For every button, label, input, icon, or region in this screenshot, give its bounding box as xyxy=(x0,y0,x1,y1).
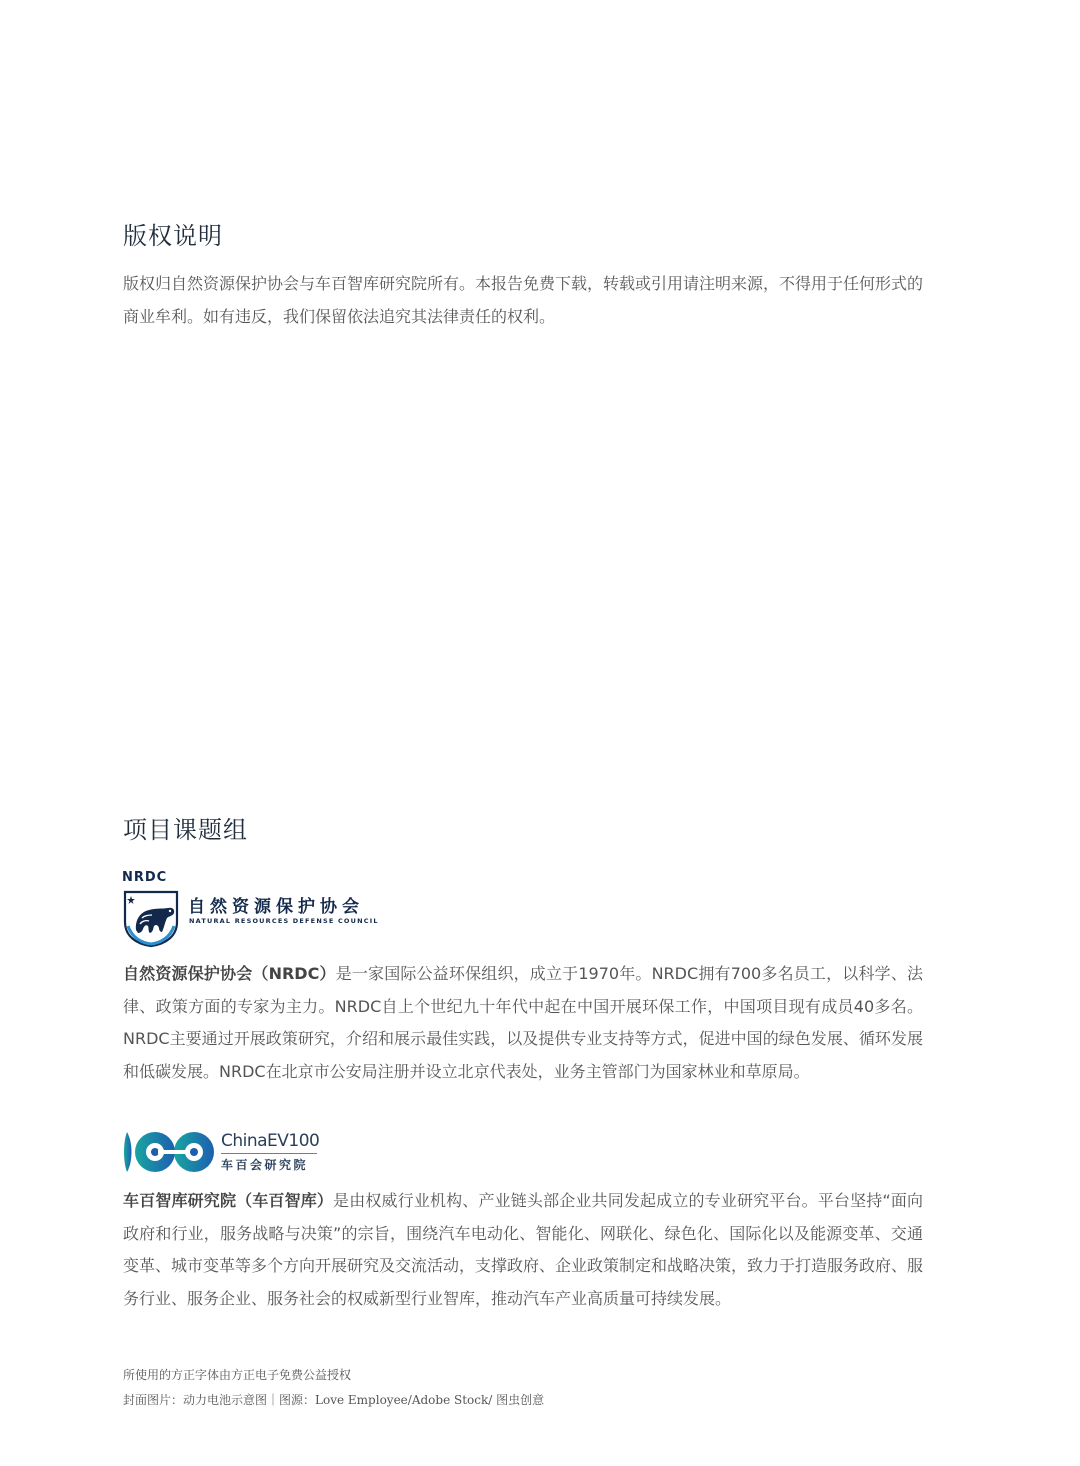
copyright-title: 版权说明 xyxy=(123,222,223,250)
ev100-logo xyxy=(122,1128,332,1178)
cover-credit xyxy=(123,1391,544,1408)
nrdc-name: 自然资源保护协会（NRDC） xyxy=(123,964,336,983)
ev100-name: 车百智库研究院（车百智库） xyxy=(123,1191,334,1210)
copyright-text: 版权归自然资源保护协会与车百智库研究院所有。本报告免费下载，转载或引用请注明来源，不得用于任何形式的商业牟利。如有违反，我们保留依法追究其法律责任的权利。 xyxy=(123,274,924,326)
nrdc-logo-en: NATURAL RESOURCES DEFENSE COUNCIL xyxy=(189,917,379,925)
ev100-description-paragraph xyxy=(123,1185,923,1315)
nrdc-logo-word: NRDC xyxy=(122,870,168,885)
cover-credit-source: Love Employee/Adobe Stock/ xyxy=(315,1393,493,1407)
ev100-description: 是由权威行业机构、产业链头部企业共同发起成立的专业研究平台。平台坚持“面向政府和行业，服务战略与决策”的宗旨，围绕汽车电动化、智能化、网联化、绿色化、国际化以及能源变革、交通变革、城市变革等多个方向开展研究及交流活动，支撑政府、企业政策制定和战略决策，致力于打造服务政府、服务行业、服务企业、服务社会的权威新型行业智库，推动汽车产业高质量可持续发展。 xyxy=(123,1191,924,1308)
cover-credit-prefix: 封面图片：动力电池示意图｜图源： xyxy=(123,1393,316,1407)
ev100-mark-icon xyxy=(122,1128,218,1176)
ev100-logo-en: ChinaEV100 xyxy=(221,1131,320,1151)
polar-bear-shield-icon xyxy=(122,888,180,948)
ev100-logo-divider xyxy=(221,1153,317,1154)
fonts-note: 所使用的方正字体由方正电子免费公益授权 xyxy=(123,1368,352,1382)
nrdc-description-paragraph xyxy=(123,958,923,1088)
nrdc-description: 是一家国际公益环保组织，成立于1970年。NRDC拥有700多名员工，以科学、法律、政策方面的专家为主力。NRDC自上个世纪九十年代中起在中国开展环保工作，中国项目现有成员40多名。NRDC主要通过开展政策研究，介绍和展示最佳实践，以及提供专业支持等方式，促进中国的绿色发展、循环发展和低碳发展。NRDC在北京市公安局注册并设立北京代表处，业务主管部门为国家林业和草原局。 xyxy=(123,964,923,1081)
nrdc-logo-cn: 自然资源保护协会 xyxy=(188,897,364,917)
ev100-logo-cn: 车百会研究院 xyxy=(221,1158,309,1172)
nrdc-logo xyxy=(122,870,382,950)
cover-credit-suffix: 图虫创意 xyxy=(492,1393,545,1407)
team-title: 项目课题组 xyxy=(123,816,248,844)
